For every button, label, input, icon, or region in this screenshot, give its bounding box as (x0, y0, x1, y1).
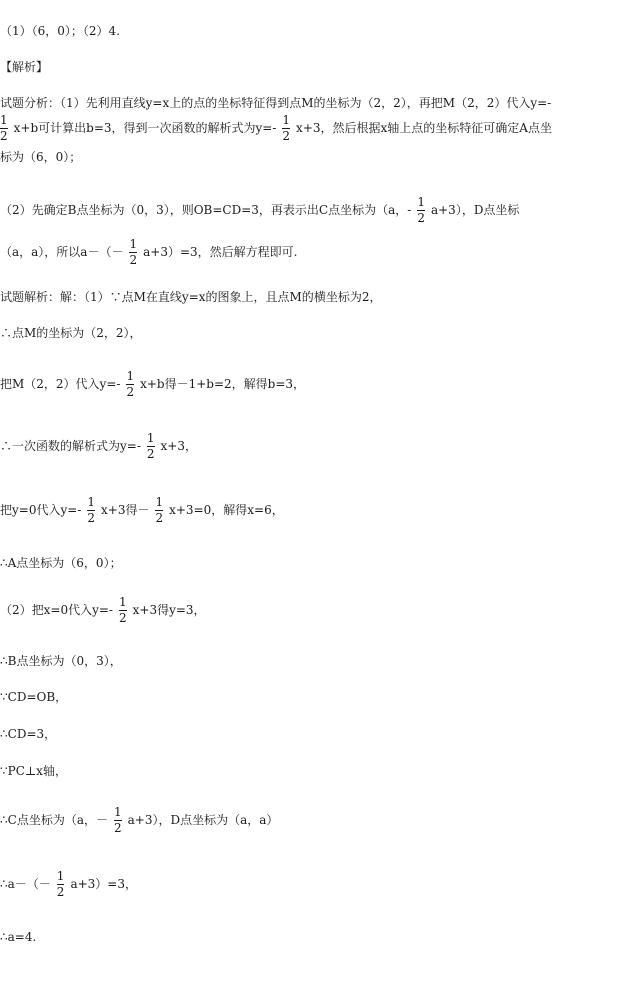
solution-line-5 (0, 496, 284, 525)
fraction-denominator: 2 (113, 821, 122, 835)
fraction-denominator: 2 (56, 885, 65, 899)
fraction (126, 370, 134, 399)
solution-text: ∴一次函数的解析式为y=- (0, 439, 141, 453)
fraction-denominator: 2 (146, 447, 155, 461)
analysis-text: 标为（6，0）； (0, 150, 82, 164)
analysis-text: a+3）=3，然后解方程即可. (143, 245, 298, 259)
fraction-denominator: 2 (126, 385, 135, 399)
solution-text: x+b得－1+b=2，解得b=3， (140, 377, 306, 391)
fraction-numerator: 1 (126, 369, 135, 383)
solution-text: ∴C点坐标为（a，－ (0, 813, 108, 827)
fraction (87, 496, 95, 525)
solution-line-8: ∴B点坐标为（0，3）， (0, 654, 122, 668)
analysis-text: （2）先确定B点坐标为（0，3），则OB=CD=3，再表示出C点坐标为（a，- (0, 203, 412, 217)
fraction-denominator: 2 (129, 253, 138, 267)
fraction (119, 596, 127, 625)
solution-text: x+3得－ (101, 503, 150, 517)
fraction (129, 238, 137, 267)
fraction-denominator: 2 (282, 129, 291, 143)
solution-text: 把M（2，2）代入y=- (0, 377, 121, 391)
fraction-numerator: 1 (146, 431, 155, 445)
solution-text: ∴a－（－ (0, 877, 51, 891)
solution-line-3 (0, 370, 305, 399)
solution-text: x+3， (160, 439, 197, 453)
answer-line: （1）（6，0）；（2）4. (0, 24, 120, 38)
fraction-denominator: 2 (417, 211, 425, 225)
analysis-line-3 (0, 150, 81, 164)
fraction (417, 196, 425, 225)
fraction (114, 806, 122, 835)
solution-text: （2）把x=0代入y=- (0, 603, 113, 617)
solution-text: x+3得y=3， (132, 603, 206, 617)
solution-line-9: ∵CD=OB， (0, 690, 68, 704)
fraction-numerator: 1 (113, 805, 122, 819)
fraction-numerator: 1 (87, 495, 95, 509)
solution-line-4 (0, 432, 197, 461)
fraction (282, 114, 290, 143)
solution-line-13 (0, 870, 137, 899)
solution-line-2: ∴点M的坐标为（2，2）， (0, 326, 142, 340)
fraction-denominator: 2 (155, 511, 164, 525)
solution-text: a+3），D点坐标为（a，a） (127, 813, 279, 827)
solution-line-12 (0, 806, 278, 835)
solution-text: x+3=0，解得x=6， (169, 503, 284, 517)
analysis-line-2 (0, 114, 552, 143)
solution-text: a+3）=3， (70, 877, 137, 891)
section-title: 【解析】 (0, 60, 49, 74)
analysis-text: 试题分析：（1）先利用直线y=x上的点的坐标特征得到点M的坐标为（2，2），再把M（2，2）代入y=- (0, 96, 552, 110)
fraction-numerator: 1 (417, 195, 425, 209)
fraction (0, 114, 8, 143)
fraction-numerator: 1 (0, 113, 8, 127)
analysis-text: x+3，然后根据x轴上点的坐标特征可确定A点坐 (296, 121, 552, 135)
analysis-line-4 (0, 196, 519, 225)
solution-line-10: ∴CD=3， (0, 727, 57, 741)
solution-line-1: 试题解析：解：（1）∵点M在直线y=x的图象上，且点M的横坐标为2， (0, 290, 382, 304)
fraction-numerator: 1 (56, 869, 65, 883)
fraction (57, 870, 65, 899)
fraction-denominator: 2 (0, 129, 8, 143)
fraction-numerator: 1 (118, 595, 127, 609)
fraction-denominator: 2 (118, 611, 127, 625)
solution-line-14: ∴a=4. (0, 930, 37, 944)
fraction-numerator: 1 (129, 237, 138, 251)
analysis-text: a+3），D点坐标 (430, 203, 520, 217)
analysis-line-1 (0, 96, 551, 110)
fraction-numerator: 1 (155, 495, 164, 509)
fraction (147, 432, 155, 461)
fraction-denominator: 2 (87, 511, 95, 525)
fraction (155, 496, 163, 525)
solution-line-7 (0, 596, 206, 625)
solution-line-6: ∴A点坐标为（6，0）； (0, 556, 122, 570)
fraction-numerator: 1 (282, 113, 291, 127)
solution-text: 把y=0代入y=- (0, 503, 82, 517)
analysis-line-5 (0, 238, 297, 267)
analysis-text: x+b可计算出b=3，得到一次函数的解析式为y=- (13, 121, 277, 135)
analysis-text: （a，a），所以a－（－ (0, 245, 124, 259)
solution-line-11: ∵PC⊥x轴， (0, 764, 67, 778)
